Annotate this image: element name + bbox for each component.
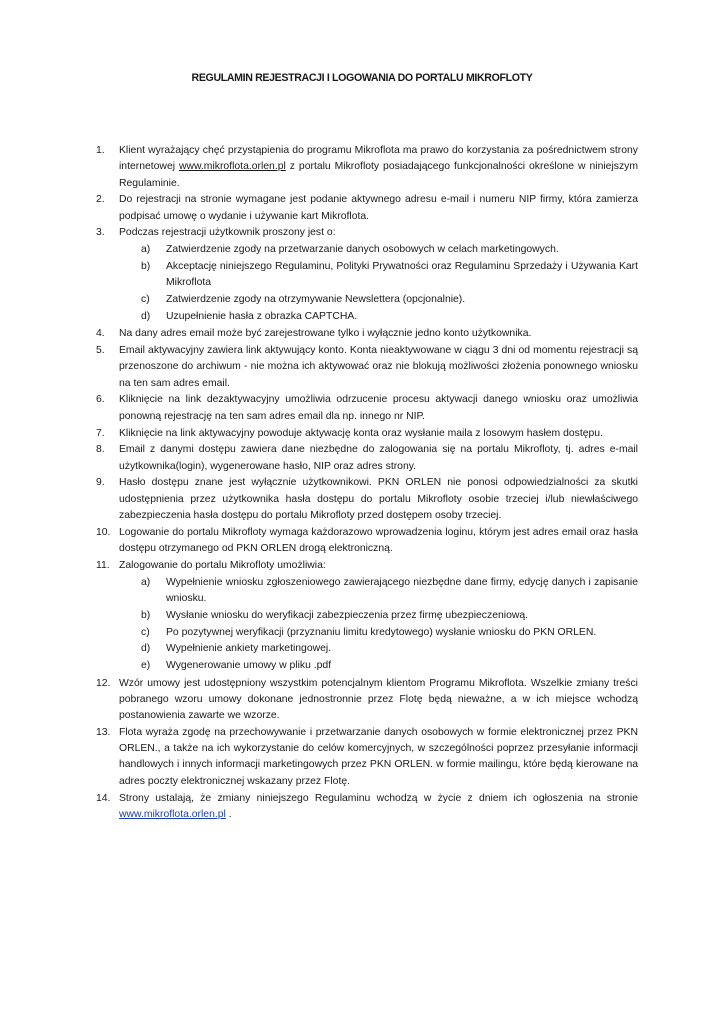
list-item: [96, 442, 638, 475]
list-item: [96, 225, 638, 325]
list-item: [96, 343, 638, 392]
item-number: 10.: [96, 526, 111, 538]
item-text: Podczas rejestracji użytkownik proszony jest o:: [119, 227, 336, 239]
portal-link[interactable]: www.mikroflota.orlen.pl: [119, 808, 226, 820]
list-item: [96, 676, 638, 725]
item-text: Kliknięcie na link aktywacyjny powoduje aktywację konta oraz wysłanie maila z losowym hasłem dostępu.: [119, 427, 603, 439]
item-number: 11.: [96, 559, 110, 571]
list-item: [96, 791, 638, 824]
sub-list-item: e) Wygenerowanie umowy w pliku .pdf: [141, 660, 332, 672]
item-text: Wzór umowy jest udostępniony wszystkim potencjalnym klientom Programu Mikroflota. Wszelkie zmiany treści pobranego wzoru umowy dokonane jednostronnie przez Flotę będą nieważne, a w ich miejsce wchodzą postanowienia zawarte we wzorze.: [119, 677, 638, 722]
item-number: 1.: [96, 145, 105, 156]
item-number: 14.: [96, 792, 111, 804]
item-text: Zalogowanie do portalu Mikrofloty umożliwia:: [119, 559, 326, 571]
list-item: [96, 475, 638, 524]
item-number: 7.: [96, 427, 105, 439]
sub-list-item: b) Wysłanie wniosku do weryfikacji zabezpieczenia przez firmę ubezpieczeniową.: [141, 609, 529, 621]
list-item: [96, 392, 638, 425]
item-number: 5.: [96, 345, 105, 357]
list-item: [96, 725, 638, 790]
item-number: 4.: [96, 328, 105, 340]
item-text: Email z danymi dostępu zawiera dane niezbędne do zalogowania się na portalu Mikrofloty, tj. adres e-mail użytkownika(login), wygenerowane hasło, NIP oraz adres strony.: [119, 444, 638, 472]
list-item: [96, 192, 638, 225]
document-title: REGULAMIN REJESTRACJI I LOGOWANIA DO PORTALU MIKROFLOTY: [191, 72, 533, 84]
list-item: [96, 326, 638, 342]
list-item: [96, 558, 638, 675]
item-text: Flota wyraża zgodę na przechowywanie i przetwarzanie danych osobowych w formie elektronicznej przez PKN ORLEN., a także na ich wykorzystanie do celów komercyjnych, w szczególności poprzez przesyłanie informacji handlowych i innych informacji marketingowych przez PKN ORLEN. w formie mailingu, które będą kierowane na adres poczty elektronicznej wskazany przez Flotę.: [119, 726, 638, 787]
item-number: 3.: [96, 227, 105, 239]
item-number: 9.: [96, 477, 105, 489]
sub-list-item: c) Zatwierdzenie zgody na otrzymywanie Newslettera (opcjonalnie).: [141, 294, 466, 306]
item-text: Hasło dostępu znane jest wyłącznie użytkownikowi. PKN ORLEN nie ponosi odpowiedzialności za skutki udostępnienia przez użytkownika hasła dostępu do portalu Mikrofloty osobie trzeciej i/lub niewłaściwego zabezpieczenia hasła dostępu do portalu Mikrofloty przed dostępem osoby trzeciej.: [119, 477, 638, 522]
item-number: 13.: [96, 726, 111, 738]
sub-list-item: d) Uzupełnienie hasła z obrazka CAPTCHA.: [141, 310, 358, 322]
item-number: 12.: [96, 677, 111, 689]
sublist-portal-features: [141, 575, 638, 675]
item-number: 6.: [96, 394, 105, 406]
list-item: [96, 525, 638, 558]
item-text: Do rejestracji na stronie wymagane jest podanie aktywnego adresu e-mail i numeru NIP firmy, która zamierza podpisać umowę o wydanie i używanie kart Mikroflota.: [119, 194, 638, 222]
regulation-list: [96, 143, 638, 824]
sub-list-item: c) Po pozytywnej weryfikacji (przyznaniu limitu kredytowego) wysłanie wniosku do PKN ORLEN.: [141, 626, 597, 638]
item-text: Klient wyrażający chęć przystąpienia do programu Mikroflota ma prawo do korzystania za pośrednictwem strony internetowej www.mikroflota.orlen.pl z portalu Mikrofloty posiadającego funkcjonalności określone w niniejszym Regulaminie.: [119, 145, 638, 189]
sublist-registration: [141, 242, 638, 325]
sub-list-item: d) Wypełnienie ankiety marketingowej.: [141, 643, 332, 655]
item-text: Logowanie do portalu Mikrofloty wymaga każdorazowo wprowadzenia loginu, którym jest adres email oraz hasła dostępu otrzymanego od PKN ORLEN drogą elektroniczną.: [119, 526, 638, 555]
item-number: 2.: [96, 194, 105, 206]
item-text: Na dany adres email może być zarejestrowane tylko i wyłącznie jedno konto użytkownika.: [119, 328, 532, 340]
portal-link[interactable]: www.mikroflota.orlen.pl: [178, 161, 286, 173]
sub-list-item: a) Zatwierdzenie zgody na przetwarzanie danych osobowych w celach marketingowych.: [141, 244, 559, 256]
item-number: 8.: [96, 444, 105, 456]
list-item: [96, 143, 638, 192]
sub-list-item: a) Wypełnienie wniosku zgłoszeniowego zawierającego niezbędne dane firmy, edycję danych i zapisanie wniosku.: [141, 576, 638, 605]
item-text: Strony ustalają, że zmiany niniejszego Regulaminu wchodzą w życie z dniem ich ogłoszenia na stronie www.mikroflota.orlen.pl .: [119, 792, 638, 820]
list-item: [96, 426, 638, 442]
item-text: Email aktywacyjny zawiera link aktywujący konto. Konta nieaktywowane w ciągu 3 dni od momentu rejestracji są przenoszone do archiwum - nie można ich aktywować oraz nie blokują możliwości złożenia ponownego wniosku na ten sam adres email.: [119, 345, 638, 389]
item-text: Kliknięcie na link dezaktywacyjny umożliwia odrzucenie procesu aktywacji danego wniosku oraz umożliwia ponowną rejestrację na ten sam adres email dla np. innego nr NIP.: [119, 394, 638, 422]
sub-list-item: b) Akceptację niniejszego Regulaminu, Polityki Prywatności oraz Regulaminu Sprzedaży i Używania Kart Mikroflota: [141, 261, 638, 289]
